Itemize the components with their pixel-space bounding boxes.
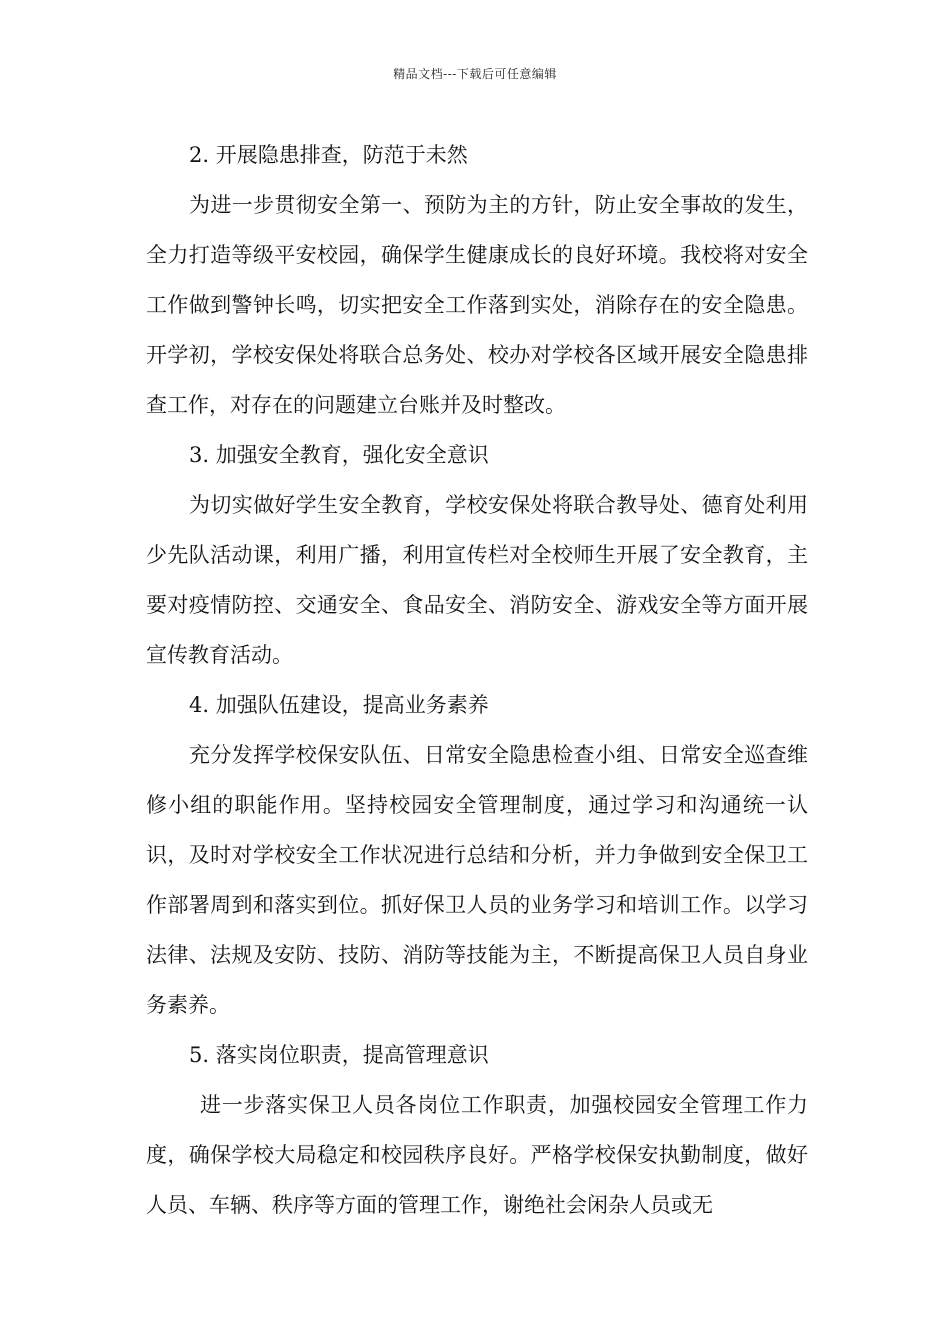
section-paragraph-5: 进一步落实保卫人员各岗位工作职责，加强校园安全管理工作力度，确保学校大局稳定和校园秩序良好。严格学校保安执勤制度，做好人员、车辆、秩序等方面的管理工作，谢绝社会闲杂人员或无 [146, 1093, 808, 1217]
section-heading-4: 4. 加强队伍建设，提高业务素养 [189, 693, 489, 717]
section-paragraph-3: 为切实做好学生安全教育，学校安保处将联合教导处、德育处利用少先队活动课，利用广播，利用宣传栏对全校师生开展了安全教育，主要对疫情防控、交通安全、食品安全、消防安全、游戏安全等方面开展宣传教育活动。 [146, 493, 808, 667]
document-body [146, 130, 808, 1230]
section-heading-2: 2. 开展隐患排查，防范于未然 [189, 143, 468, 167]
section-paragraph-4: 充分发挥学校保安队伍、日常安全隐患检查小组、日常安全巡查维修小组的职能作用。坚持校园安全管理制度，通过学习和沟通统一认识，及时对学校安全工作状况进行总结和分析，并力争做到安全保卫工作部署周到和落实到位。抓好保卫人员的业务学习和培训工作。以学习法律、法规及安防、技防、消防等技能为主，不断提高保卫人员自身业务素养。 [146, 743, 808, 1017]
section-paragraph-2: 为进一步贯彻安全第一、预防为主的方针，防止安全事故的发生，全力打造等级平安校园，确保学生健康成长的良好环境。我校将对安全工作做到警钟长鸣，切实把安全工作落到实处，消除存在的安全隐患。开学初，学校安保处将联合总务处、校办对学校各区域开展安全隐患排查工作，对存在的问题建立台账并及时整改。 [146, 193, 808, 417]
section-heading-3: 3. 加强安全教育，强化安全意识 [189, 443, 489, 467]
section-heading-5: 5. 落实岗位职责，提高管理意识 [189, 1043, 489, 1067]
page-header: 精品文档---下载后可任意编辑 [393, 67, 557, 81]
